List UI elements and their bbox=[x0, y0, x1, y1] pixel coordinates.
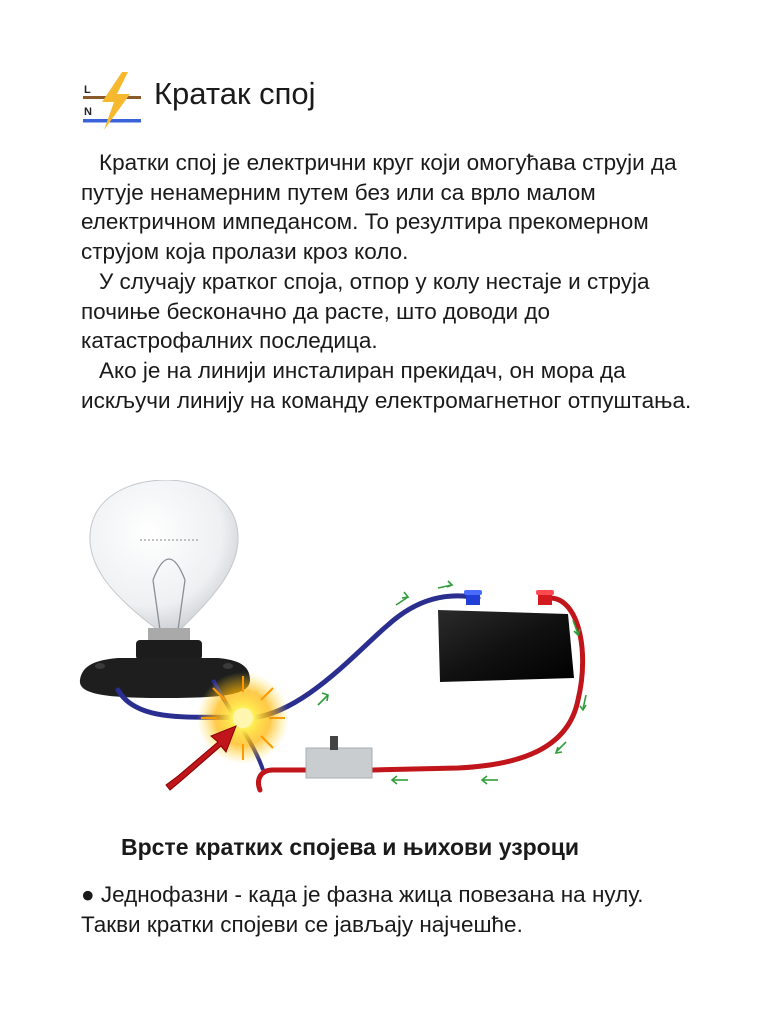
line-label: L bbox=[84, 84, 91, 96]
paragraph-breaker: Ако је на линији инсталиран прекидач, он мора да искључи линију на команду електромагнетног отпуштања. bbox=[81, 357, 692, 413]
short-circuit-illustration bbox=[78, 480, 618, 800]
neutral-label: N bbox=[84, 106, 92, 118]
page-title: Кратак спој bbox=[154, 76, 316, 111]
switch bbox=[306, 736, 372, 778]
ln-lightning-icon bbox=[80, 70, 144, 132]
list-item: ● Једнофазни - када је фазна жица повезана на нулу. Такви кратки спојеви се јављају најчешће. bbox=[81, 882, 644, 937]
bullet-list bbox=[81, 880, 701, 940]
intro-text bbox=[81, 148, 701, 415]
light-bulb bbox=[80, 480, 250, 698]
red-wire-left bbox=[259, 770, 306, 790]
paragraph-definition: Кратки спој је електрични круг који омогућава струји да путује ненамерним путем без или са врло малом електричном импедансом. То резултира прекомерном струјом која пролази кроз коло. bbox=[81, 150, 677, 265]
battery bbox=[438, 590, 574, 682]
section-title: Врсте кратких спојева и њихови узроци bbox=[120, 834, 580, 860]
page-header bbox=[80, 70, 316, 132]
paragraph-consequences: У случају кратког споја, отпор у колу нестаје и струја почиње бесконачно да расте, што доводи до катастрофалних последица. bbox=[81, 268, 650, 354]
